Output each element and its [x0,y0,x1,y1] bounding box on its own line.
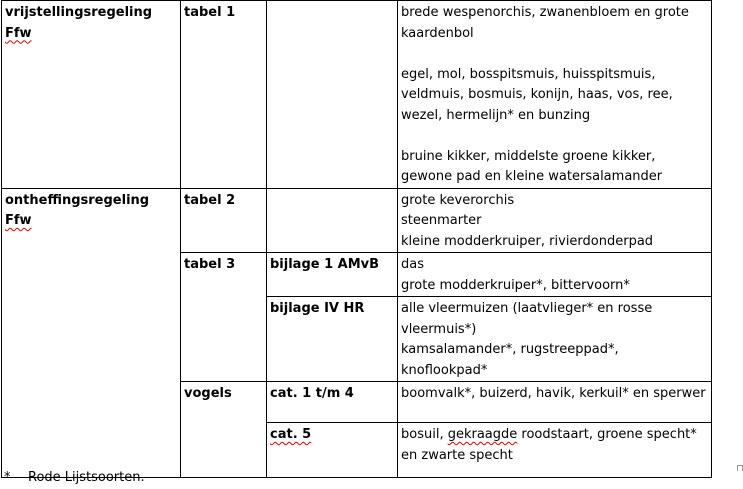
bijlage-cell [267,253,398,297]
regeling-cell [2,188,181,478]
bijlage-label: bijlage 1 AMvB [270,257,380,272]
soorten-cell [398,253,712,297]
bijlage-cell [267,1,398,189]
species-table [1,0,712,478]
bijlage-label: cat. 1 t/m 4 [270,386,354,401]
soorten-cell [398,382,712,423]
tabel-label: vogels [184,386,232,401]
footnote-mark: * [4,470,11,485]
soorten-cell [398,1,712,189]
species-text: boomvalk*, buizerd, havik, kerkuil* en sperwer [401,386,706,401]
tabel-cell [181,382,267,478]
soorten-cell [398,423,712,478]
table-end-marker [737,465,743,471]
bijlage-label: cat. 5 [270,427,312,442]
species-text: alle vleermuizen (laatvlieger* en rosse vleermuis*) [401,301,653,337]
tabel-label: tabel 2 [184,192,236,208]
regeling-suffix: Ffw [5,213,32,228]
species-text: bruine kikker, middelste groene kikker, gewone pad en kleine watersalamander [401,148,663,184]
tabel-cell [181,1,267,189]
tabel-label: tabel 1 [184,5,236,20]
tabel-cell [181,253,267,382]
species-text: kamsalamander*, rugstreeppad*, knoflookpad* [401,342,619,378]
species-text: grote modderkruiper*, bittervoorn* [401,277,630,293]
bijlage-cell [267,382,398,423]
tabel-label: tabel 3 [184,257,236,272]
soorten-cell [398,297,712,382]
bijlage-cell [267,297,398,382]
regeling-label: ontheffingsregeling [5,192,150,208]
regeling-cell [2,1,181,189]
species-text: das [401,257,424,272]
regeling-suffix: Ffw [5,25,32,41]
tabel-cell [181,188,267,253]
species-text: roodstaart, groene specht* en zwarte specht [401,427,697,463]
species-text: egel, mol, bosspitsmuis, huisspitsmuis, veldmuis, bosmuis, konijn, haas, vos, ree, wezel, hermelijn* en bunzing [401,66,673,123]
bijlage-cell [267,423,398,478]
species-text: grote keverorchis [401,192,515,208]
species-text: brede wespenorchis, zwanenbloem en grote kaardenbol [401,5,689,41]
footnote-text: Rode Lijstsoorten. [28,470,145,485]
soorten-cell [398,188,712,253]
species-text: steenmarter [401,213,482,228]
table-row [2,1,712,189]
species-text: bosuil, [401,427,448,442]
bijlage-cell [267,188,398,253]
table-row [2,188,712,253]
species-text: kleine modderkruiper, rivierdonderpad [401,233,654,249]
species-text-flagged: gekraagde [447,427,518,442]
footnote [4,470,145,485]
bijlage-label: bijlage IV HR [270,301,365,316]
regeling-label: vrijstellingsregeling [5,5,153,20]
